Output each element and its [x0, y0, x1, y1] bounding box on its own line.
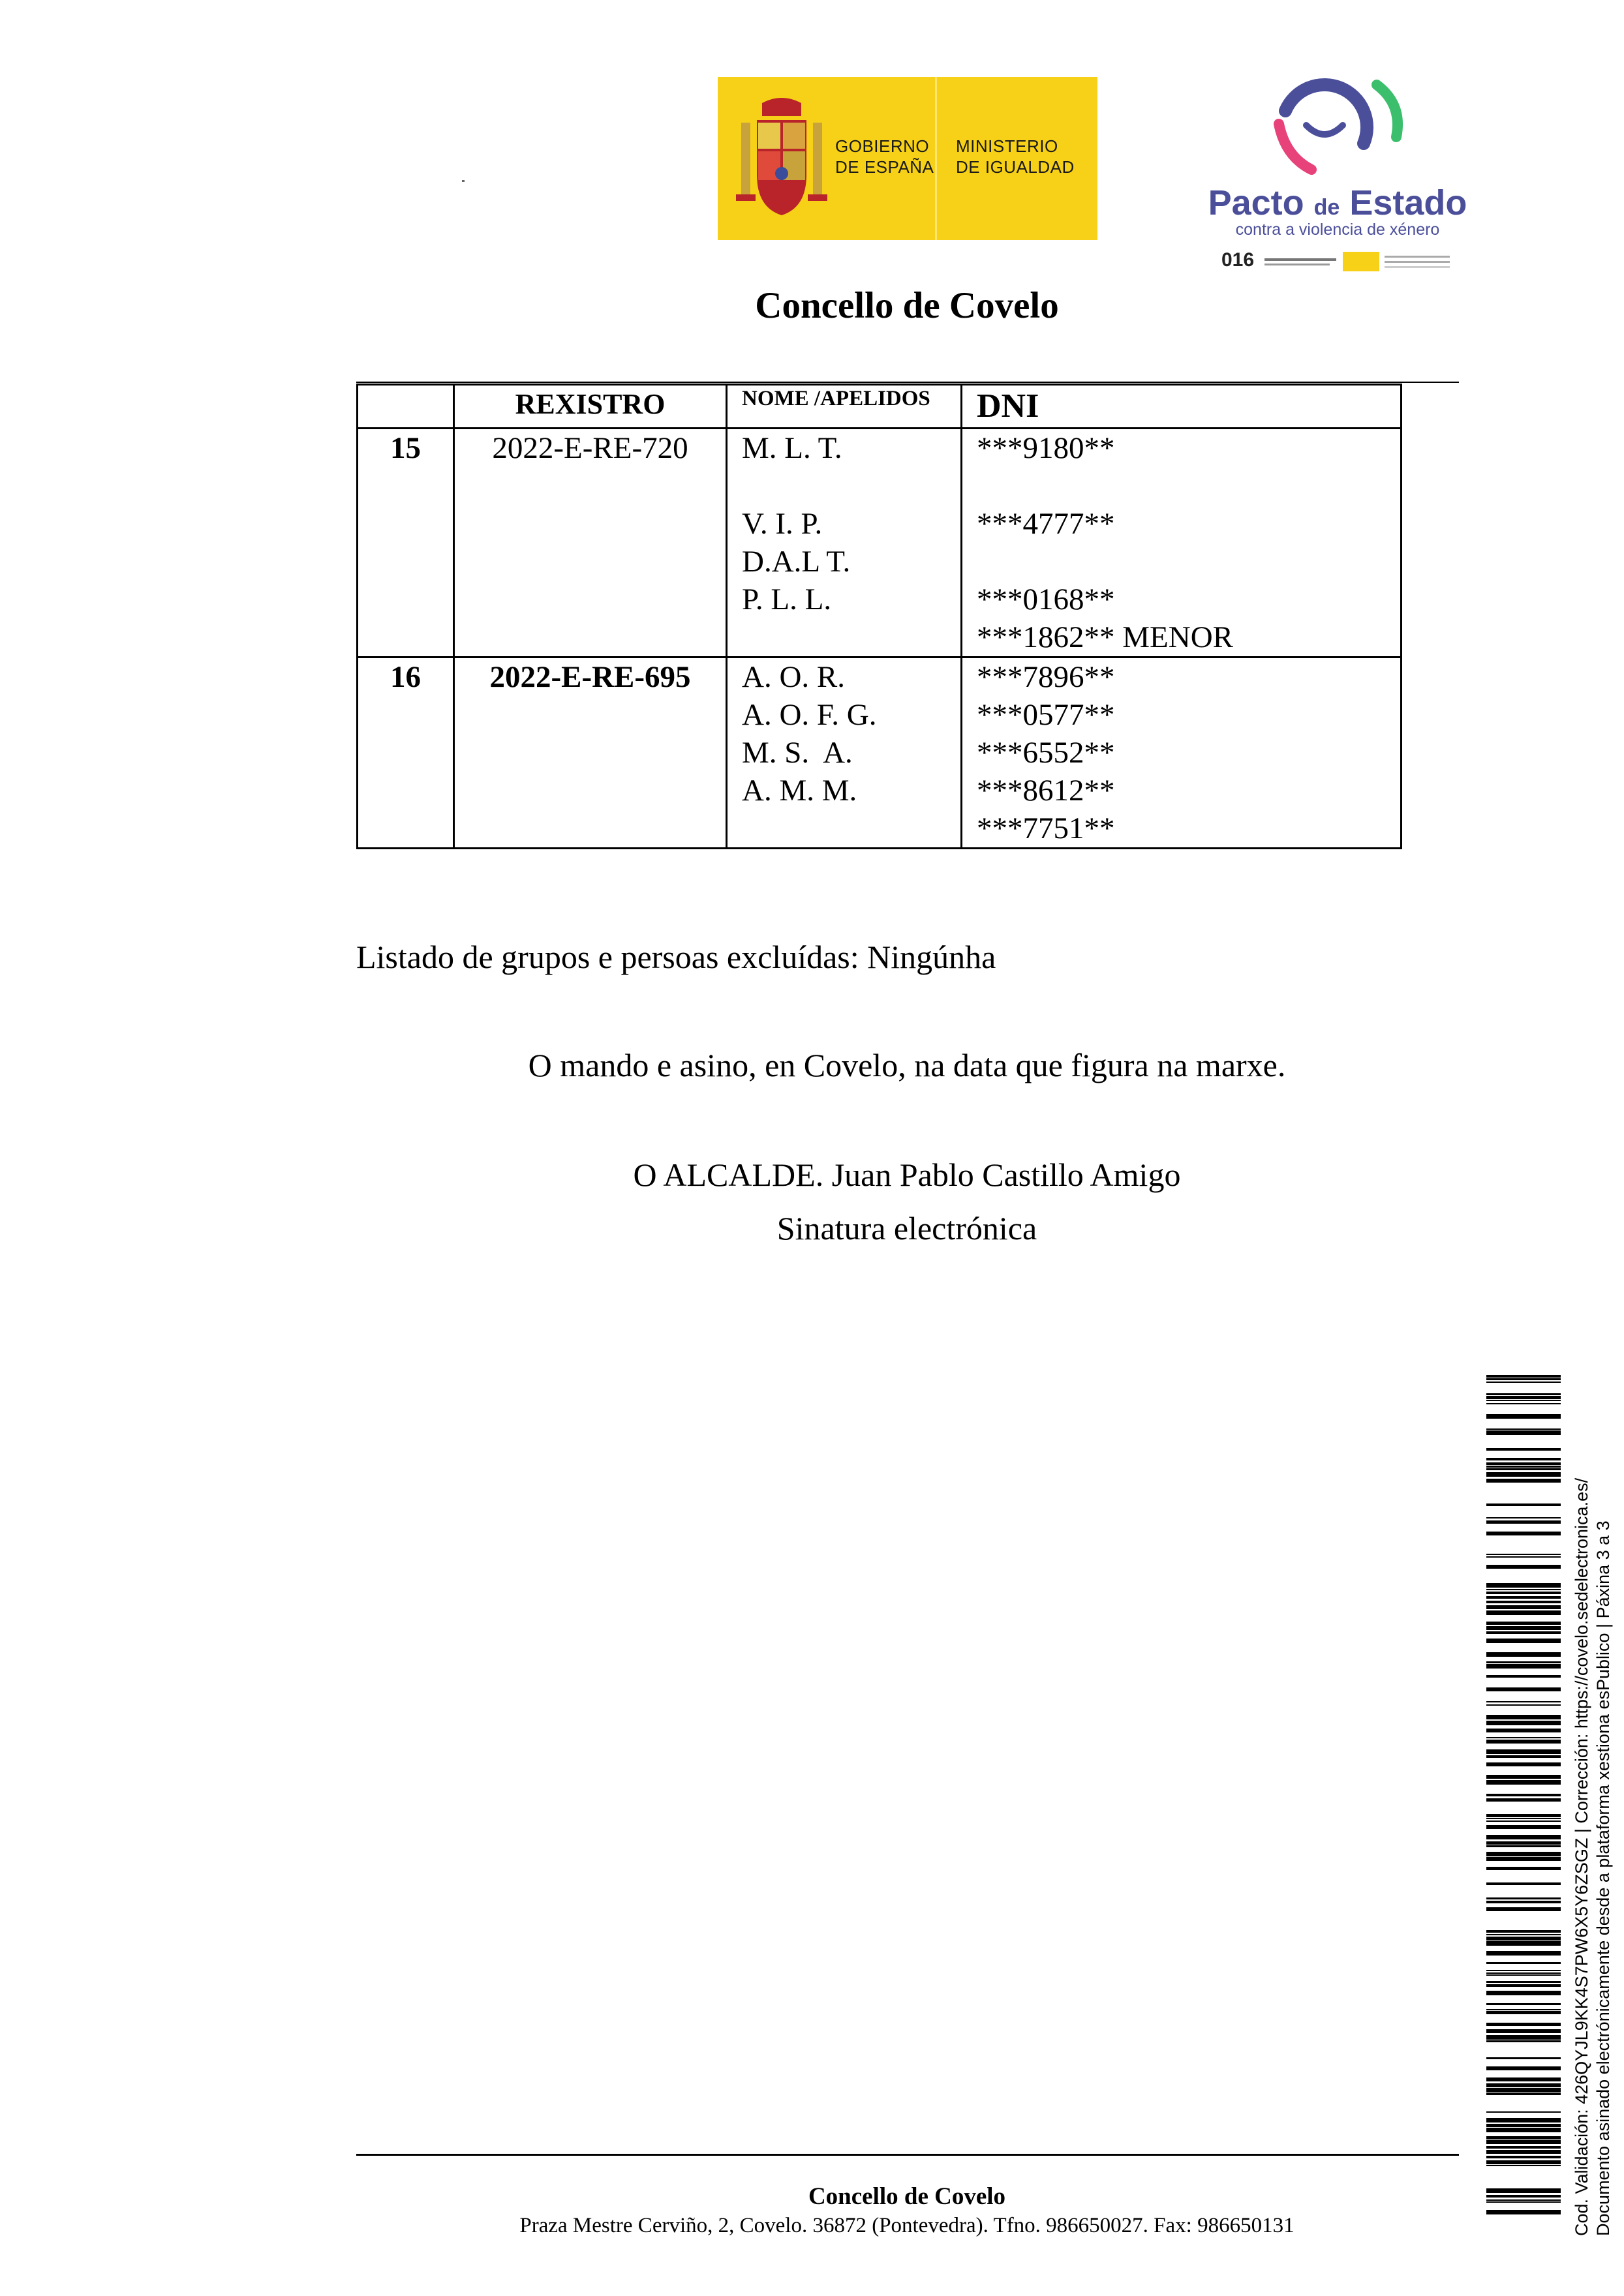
barcode-bar: [1486, 1378, 1561, 1380]
barcode-bar: [1486, 1583, 1561, 1588]
barcode-bar: [1486, 1775, 1561, 1779]
footer-address: Praza Mestre Cerviño, 2, Covelo. 36872 (Pontevedra). Tfno. 986650027. Fax: 986650131: [519, 2214, 1295, 2237]
row-dnis: [962, 657, 1402, 849]
barcode-bar: [1486, 1737, 1561, 1738]
page-title: Concello de Covelo: [755, 285, 1059, 326]
dni-entry: ***7896**: [977, 660, 1115, 694]
barcode-bar: [1486, 2146, 1561, 2149]
barcode-bar: [1486, 1462, 1561, 1465]
barcode-bar: [1486, 1852, 1561, 1856]
igualdad-line: DE IGUALDAD: [956, 157, 1075, 177]
barcode-bar: [1486, 1382, 1561, 1383]
barcode-bar: [1486, 1466, 1561, 1468]
barcode-bar: [1486, 2029, 1561, 2033]
barcode-bar: [1486, 1749, 1561, 1754]
barcode-bar: [1486, 2009, 1561, 2010]
barcode-bar: [1486, 2083, 1561, 2087]
barcode-bar: [1486, 1704, 1561, 1706]
barcode-bar: [1486, 2023, 1561, 2026]
barcode-bar: [1486, 1639, 1561, 1643]
name-entry: V. I. P.: [742, 507, 823, 541]
barcode-bar: [1486, 1798, 1561, 1802]
ministerio-text: [956, 136, 1075, 177]
barcode-bar: [1486, 1605, 1561, 1609]
barcode-bar: [1486, 1652, 1561, 1657]
logo-divider: [935, 77, 937, 240]
barcode-bar: [1486, 1675, 1561, 1678]
name-entry: A. O. R.: [742, 660, 845, 694]
barcode-bar: [1486, 1962, 1561, 1964]
header-nome: NOME /APELIDOS: [727, 385, 962, 429]
barcode-bar: [1486, 1984, 1561, 1987]
barcode-bar: [1486, 1375, 1561, 1378]
table-row: [358, 657, 1402, 849]
barcode-bar: [1486, 1721, 1561, 1725]
barcode-bar: [1486, 2111, 1561, 2113]
barcode-bar: [1486, 1845, 1561, 1847]
barcode-bar: [1486, 1814, 1561, 1817]
gobierno-text: [835, 136, 934, 177]
signed-platform-line: Documento asinado electrónicamente desde a plataforma xestiona esPublico | Páxina 3 a 3: [1593, 1520, 1613, 2236]
validation-barcode: [1486, 1375, 1561, 2236]
barcode-bar: [1486, 1458, 1561, 1460]
barcode-bar: [1486, 2092, 1561, 2095]
barcode-bar: [1486, 2040, 1561, 2042]
dni-entry: ***4777**: [977, 507, 1115, 541]
barcode-bar: [1486, 1479, 1561, 1483]
estado-word: Estado: [1349, 183, 1467, 222]
footer-name: Concello de Covelo: [808, 2183, 1006, 2210]
espana-line: DE ESPAÑA: [835, 157, 934, 177]
barcode-bar: [1486, 1430, 1561, 1435]
barcode-bar: [1486, 1972, 1561, 1974]
barcode-bar: [1486, 1393, 1561, 1395]
barcode-bar: [1486, 1907, 1561, 1911]
de-word: de: [1313, 195, 1340, 220]
barcode-bar: [1486, 1762, 1561, 1766]
barcode-bar: [1486, 1841, 1561, 1845]
barcode-bar: [1486, 1794, 1561, 1796]
barcode-bar: [1486, 2156, 1561, 2158]
signer-text: O ALCALDE. Juan Pablo Castillo Amigo: [633, 1156, 1181, 1193]
barcode-bar: [1486, 1554, 1561, 1555]
barcode-bar: [1486, 2035, 1561, 2040]
barcode-bar: [1486, 1592, 1561, 1594]
row-num: 16: [358, 657, 454, 849]
phone-016: 016: [1221, 249, 1255, 271]
pacto-subtitle: contra a violencia de xénero: [1235, 220, 1440, 239]
barcode-bar: [1486, 1974, 1561, 1976]
top-rule: [356, 382, 1459, 383]
barcode-bar: [1486, 1981, 1561, 1983]
barcode-bar: [1486, 2066, 1561, 2070]
row-names: [727, 429, 962, 657]
barcode-bar: [1486, 1565, 1561, 1569]
dni-entry: ***0168**: [977, 582, 1115, 616]
barcode-bar: [1486, 1622, 1561, 1625]
dni-entry: ***9180**: [977, 431, 1115, 465]
dni-entry: ***0577**: [977, 698, 1115, 732]
barcode-bar: [1486, 1596, 1561, 1599]
barcode-bar: [1486, 1740, 1561, 1744]
barcode-bar: [1486, 1610, 1561, 1615]
barcode-bar: [1486, 2136, 1561, 2139]
pacto-title: [1207, 183, 1468, 223]
barcode-bar: [1486, 1780, 1561, 1785]
pacto-estado-logo: [1201, 65, 1475, 280]
barcode-bar: [1486, 2057, 1561, 2059]
barcode-bar: [1486, 1468, 1561, 1470]
barcode-bar: [1486, 1934, 1561, 1935]
tiny-text-bar: [1385, 256, 1450, 258]
name-entry: P. L. L.: [742, 582, 832, 616]
barcode-bar: [1486, 1897, 1561, 1899]
barcode-bar: [1486, 1503, 1561, 1506]
barcode-bar: [1486, 2077, 1561, 2081]
barcode-bar: [1486, 1589, 1561, 1590]
row-registro: 2022-E-RE-695: [454, 657, 727, 849]
barcode-bar: [1486, 1400, 1561, 1401]
name-entry: A. M. M.: [742, 774, 857, 808]
barcode-bar: [1486, 1867, 1561, 1870]
pacto-word: Pacto: [1208, 183, 1304, 222]
barcode-bar: [1486, 1472, 1561, 1477]
barcode-bar: [1486, 1428, 1561, 1430]
barcode-bar: [1486, 2088, 1561, 2092]
barcode-bar: [1486, 1818, 1561, 1819]
scan-mark: [462, 180, 465, 182]
barcode-bar: [1486, 1396, 1561, 1399]
barcode-bar: [1486, 1755, 1561, 1758]
barcode-bar: [1486, 2118, 1561, 2122]
barcode-bar: [1486, 1991, 1561, 1995]
name-entry: [742, 618, 946, 656]
signature-note: Sinatura electrónica: [776, 1210, 1037, 1246]
row-registro: 2022-E-RE-720: [454, 429, 727, 657]
barcode-bar: [1486, 1448, 1561, 1451]
mini-gobierno-logo: [1343, 252, 1379, 271]
barcode-bar: [1486, 2124, 1561, 2127]
gobierno-line: GOBIERNO: [835, 136, 930, 156]
barcode-bar: [1486, 1517, 1561, 1518]
barcode-bar: [1486, 1661, 1561, 1663]
registry-table: [356, 384, 1402, 849]
barcode-bar: [1486, 1532, 1561, 1535]
barcode-bar: [1486, 1520, 1561, 1524]
dni-entry: ***7751**: [977, 811, 1115, 845]
header-rexistro: REXISTRO: [454, 385, 727, 429]
barcode-bar: [1486, 1820, 1561, 1822]
barcode-bar: [1486, 1882, 1561, 1885]
barcode-bar: [1486, 1941, 1561, 1946]
barcode-bar: [1486, 1715, 1561, 1719]
barcode-bar: [1486, 1901, 1561, 1903]
barcode-bar: [1486, 1664, 1561, 1669]
barcode-bar: [1486, 1729, 1561, 1732]
tiny-text-bar: [1264, 258, 1336, 261]
table-row: [358, 429, 1402, 657]
barcode-bar: [1486, 1556, 1561, 1558]
barcode-bar: [1486, 2160, 1561, 2164]
barcode-bar: [1486, 1835, 1561, 1839]
barcode-bar: [1486, 2003, 1561, 2005]
name-entry: D.A.L T.: [742, 545, 851, 579]
validation-code-line: Cod. Validación: 426QYJL9KK4S7PW6X5Y6ZSGZ | Corrección: https://covelo.sedelectronica.es/: [1572, 1477, 1591, 2236]
barcode-bar: [1486, 2128, 1561, 2132]
dni-entry: ***8612**: [977, 774, 1115, 808]
name-entry: M. L. T.: [742, 431, 842, 465]
footer-rule: [356, 2154, 1459, 2156]
barcode-bar: [1486, 1687, 1561, 1691]
barcode-bar: [1486, 2140, 1561, 2144]
gobierno-ministerio-logo: [718, 77, 1097, 240]
barcode-bar: [1486, 1937, 1561, 1941]
row-dnis: [962, 429, 1402, 657]
barcode-bar: [1486, 2011, 1561, 2014]
pacto-emblem-icon: [1259, 65, 1416, 176]
tiny-text-bar: [1264, 264, 1330, 265]
dni-entry: [977, 467, 1386, 505]
header-num: [358, 385, 454, 429]
name-entry: M. S. A.: [742, 736, 853, 770]
side-validation-text: [1571, 1349, 1624, 2236]
name-entry: [742, 809, 946, 847]
dni-entry: ***1862** MENOR: [977, 620, 1233, 654]
barcode-bar: [1486, 1701, 1561, 1702]
barcode-bar: [1486, 1631, 1561, 1634]
barcode-bar: [1486, 1951, 1561, 1956]
barcode-bar: [1486, 1414, 1561, 1419]
dni-entry: ***6552**: [977, 736, 1115, 770]
excluded-list-text: Listado de grupos e persoas excluídas: Ningúnha: [356, 939, 996, 975]
barcode-bar: [1486, 1857, 1561, 1861]
dni-entry: [977, 543, 1386, 581]
barcode-bar: [1486, 1970, 1561, 1971]
coat-of-arms-icon: [736, 97, 827, 220]
table-header-row: [358, 385, 1402, 429]
barcode-bar: [1486, 1601, 1561, 1603]
barcode-bar: [1486, 2165, 1561, 2166]
barcode-bar: [1486, 2150, 1561, 2154]
row-names: [727, 657, 962, 849]
closing-text: O mando e asino, en Covelo, na data que figura na marxe.: [528, 1047, 1286, 1083]
barcode-bar: [1486, 1626, 1561, 1630]
name-entry: A. O. F. G.: [742, 698, 877, 732]
row-num: 15: [358, 429, 454, 657]
name-entry: [742, 467, 946, 505]
barcode-bar: [1486, 1403, 1561, 1404]
barcode-bar: [1486, 1825, 1561, 1829]
ministerio-line: MINISTERIO: [956, 136, 1058, 156]
header-dni: DNI: [962, 385, 1402, 429]
barcode-bar: [1486, 1930, 1561, 1933]
